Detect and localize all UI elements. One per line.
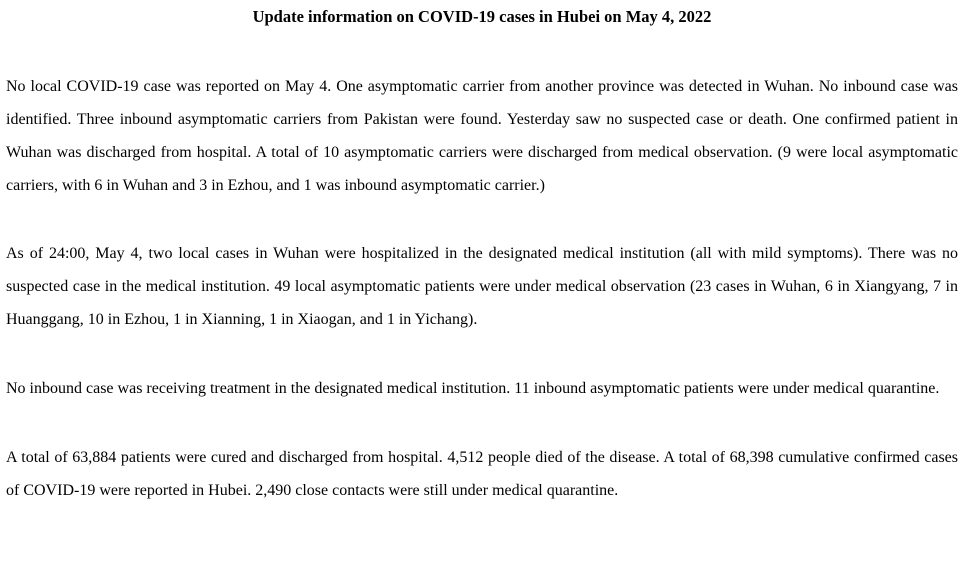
paragraph-hospitalized-local: As of 24:00, May 4, two local cases in Wuhan were hospitalized in the designated medical institution (all with mild symptoms). There was no suspected case in the medical institution. 49 local asymptomatic patients were under medical observation (23 cases in Wuhan, 6 in Xiangyang, 7 in Huanggang, 10 in Ezhou, 1 in Xianning, 1 in Xiaogan, and 1 in Yichang).: [6, 245, 958, 328]
paragraph-cumulative-totals: A total of 63,884 patients were cured and discharged from hospital. 4,512 people died of the disease. A total of 68,398 cumulative confirmed cases of COVID-19 were reported in Hubei. 2,490 close contacts were still under medical quarantine.: [6, 449, 958, 499]
paragraph-inbound-status: No inbound case was receiving treatment in the designated medical institution. 11 inbound asymptomatic patients were under medical quarantine.: [6, 380, 940, 397]
paragraph-daily-summary: No local COVID-19 case was reported on May 4. One asymptomatic carrier from another province was detected in Wuhan. No inbound case was identified. Three inbound asymptomatic carriers from Pakistan were found. Yesterday saw no suspected case or death. One confirmed patient in Wuhan was discharged from hospital. A total of 10 asymptomatic carriers were discharged from medical observation. (9 were local asymptomatic carriers, with 6 in Wuhan and 3 in Ezhou, and 1 was inbound asymptomatic carrier.): [6, 78, 958, 194]
document-title: Update information on COVID-19 cases in Hubei on May 4, 2022: [252, 7, 712, 26]
